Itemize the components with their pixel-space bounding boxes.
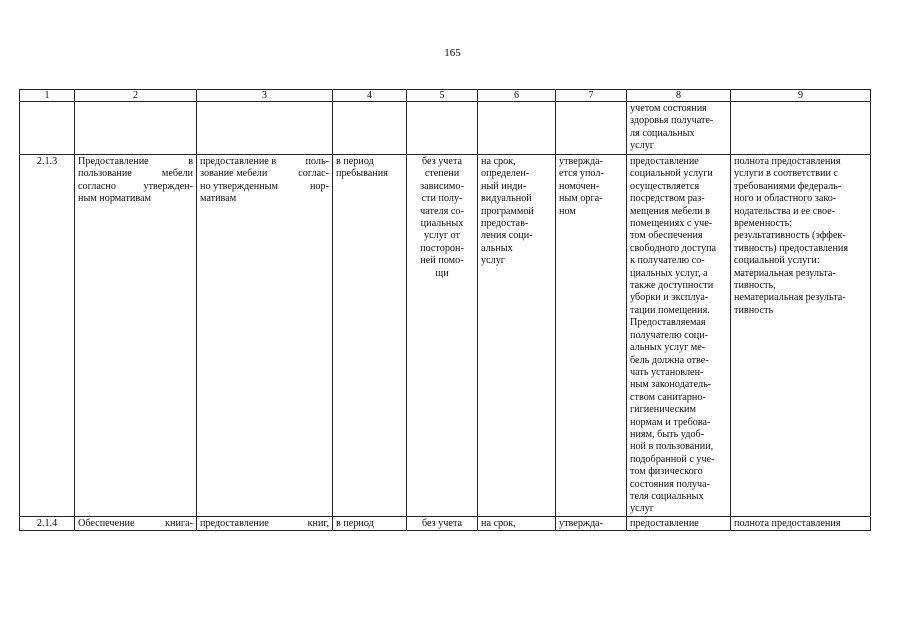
text-line: посторон- bbox=[420, 242, 464, 254]
table-row bbox=[20, 155, 871, 517]
header-cell: 7 bbox=[556, 90, 627, 102]
period-cell: в период bbox=[333, 516, 407, 530]
text-line: пользование мебели bbox=[78, 168, 193, 180]
header-cell: 2 bbox=[75, 90, 197, 102]
conditions-cell: предоставление bbox=[627, 516, 731, 530]
text-line: степени bbox=[424, 168, 460, 180]
text-line: согласно утвержден- bbox=[78, 180, 193, 192]
header-cell: 1 bbox=[20, 90, 75, 102]
text-line: Предоставление в bbox=[78, 156, 193, 167]
text-line: результативность (эффек- bbox=[734, 230, 846, 242]
text-line: ниям, быть удоб- bbox=[630, 428, 705, 440]
text-line: мативам bbox=[200, 193, 237, 205]
text-line: ным орга- bbox=[559, 193, 603, 205]
description-cell bbox=[197, 516, 333, 530]
text-line: помещениях с уче- bbox=[630, 218, 713, 230]
text-line: щи bbox=[435, 267, 449, 279]
header-cell: 5 bbox=[407, 90, 478, 102]
term-cell: на срок, bbox=[478, 516, 556, 530]
text-line: ного и областного зако- bbox=[734, 193, 837, 205]
text-line: услуг bbox=[630, 503, 654, 515]
approval-cell bbox=[556, 155, 627, 517]
text-line: нормам и требова- bbox=[630, 416, 711, 428]
service-name-cell bbox=[75, 516, 197, 530]
text-line: ления соци- bbox=[481, 230, 533, 242]
table-cell bbox=[333, 102, 407, 155]
text-line: уборки и эксплуа- bbox=[630, 292, 709, 304]
text-line: тивность bbox=[734, 304, 774, 316]
text-line: услуг от bbox=[424, 230, 460, 242]
text-line: ный инди- bbox=[481, 180, 527, 192]
text-line: мещения мебели в bbox=[630, 205, 710, 217]
page-number: 165 bbox=[444, 47, 461, 59]
text-line: в период bbox=[336, 156, 374, 167]
header-row bbox=[20, 90, 871, 102]
text-line: услуги в соответствии с bbox=[734, 168, 838, 180]
text-line: циальных bbox=[420, 218, 464, 230]
description-cell bbox=[197, 155, 333, 517]
condition-cell: без учета bbox=[407, 516, 478, 530]
text-line: социальной услуги: bbox=[734, 255, 820, 267]
services-table bbox=[19, 89, 871, 531]
text-line: нодательства и ее свое- bbox=[734, 205, 836, 217]
row-number: 2.1.3 bbox=[20, 155, 75, 517]
text-line: программой bbox=[481, 205, 534, 217]
text-line: подобранной с уче- bbox=[630, 453, 715, 465]
text-line: посредством раз- bbox=[630, 193, 705, 205]
text-line: предоставление книг, bbox=[200, 517, 329, 529]
text-line: ной в пользовании, bbox=[630, 441, 714, 453]
table-cell bbox=[731, 102, 871, 155]
period-cell bbox=[333, 155, 407, 517]
header-cell: 3 bbox=[197, 90, 333, 102]
text-line: чателя со- bbox=[420, 205, 464, 217]
text-line: альных услуг ме- bbox=[630, 342, 706, 354]
text-line: утвержда- bbox=[559, 156, 604, 167]
condition-cell bbox=[407, 155, 478, 517]
table-cell bbox=[407, 102, 478, 155]
text-line: пребывания bbox=[336, 168, 388, 180]
table-row bbox=[20, 516, 871, 530]
criteria-cell bbox=[731, 155, 871, 517]
table-cell bbox=[556, 102, 627, 155]
text-line: также доступности bbox=[630, 280, 714, 292]
text-line: ней помо- bbox=[420, 255, 464, 267]
text-line: предоставление в поль- bbox=[200, 156, 329, 167]
text-line: предоставление bbox=[630, 156, 699, 167]
text-line: том физического bbox=[630, 466, 703, 478]
header-cell: 9 bbox=[731, 90, 871, 102]
text-line: зависимо- bbox=[420, 180, 464, 192]
service-name-cell bbox=[75, 155, 197, 517]
text-line: услуг bbox=[481, 255, 505, 267]
text-line: без учета bbox=[421, 156, 463, 167]
text-line: чать установлен- bbox=[630, 366, 704, 378]
text-line: ным законодатель- bbox=[630, 379, 712, 391]
text-line: к получателю со- bbox=[630, 255, 705, 267]
text-line: номочен- bbox=[559, 180, 600, 192]
text-line: определен- bbox=[481, 168, 530, 180]
text-line: бель должна отве- bbox=[630, 354, 709, 366]
text-line: ном bbox=[559, 205, 576, 217]
header-cell: 8 bbox=[627, 90, 731, 102]
header-cell: 6 bbox=[478, 90, 556, 102]
text-line: требованиями федераль- bbox=[734, 180, 842, 192]
text-line: полнота предоставления bbox=[734, 156, 841, 167]
text-line: учетом состояния bbox=[630, 103, 707, 114]
criteria-cell: полнота предоставления bbox=[731, 516, 871, 530]
text-line: тивность) предоставления bbox=[734, 242, 849, 254]
table-cell bbox=[75, 102, 197, 155]
text-line: здоровья получате- bbox=[630, 115, 714, 127]
text-line: зование мебели соглас- bbox=[200, 168, 329, 180]
text-line: ством санитарно- bbox=[630, 391, 706, 403]
term-cell bbox=[478, 155, 556, 517]
text-line: услуг bbox=[630, 140, 654, 152]
text-line: состояния получа- bbox=[630, 478, 711, 490]
text-line: Предоставляемая bbox=[630, 317, 706, 329]
text-line: гигиеническим bbox=[630, 404, 696, 416]
text-line: видуальной bbox=[481, 193, 532, 205]
text-line: получателю соци- bbox=[630, 329, 709, 341]
text-line: социальной услуги bbox=[630, 168, 713, 180]
text-line: тации помещения. bbox=[630, 304, 710, 316]
table-cell bbox=[20, 102, 75, 155]
text-line: сти полу- bbox=[421, 193, 463, 205]
text-line: альных bbox=[481, 242, 513, 254]
text-line: временность; bbox=[734, 218, 793, 230]
text-line: ется упол- bbox=[559, 168, 604, 180]
text-line: предостав- bbox=[481, 218, 529, 230]
conditions-cell bbox=[627, 155, 731, 517]
continuation-row bbox=[20, 102, 871, 155]
text-line: циальных услуг, а bbox=[630, 267, 708, 279]
text-line: свободного доступа bbox=[630, 242, 717, 254]
text-line: ным нормативам bbox=[78, 193, 151, 205]
text-line: нематериальная результа- bbox=[734, 292, 846, 304]
approval-cell: утвержда- bbox=[556, 516, 627, 530]
text-line: на срок, bbox=[481, 156, 516, 167]
text-line: материальная результа- bbox=[734, 267, 836, 279]
text-line: ля социальных bbox=[630, 127, 695, 139]
text-line: Обеспечение книга- bbox=[78, 517, 193, 529]
text-line: но утвержденным нор- bbox=[200, 180, 329, 192]
table-cell bbox=[197, 102, 333, 155]
row-number: 2.1.4 bbox=[20, 516, 75, 530]
text-line: тивность, bbox=[734, 280, 776, 292]
header-cell: 4 bbox=[333, 90, 407, 102]
table-cell bbox=[478, 102, 556, 155]
text-line: осуществляется bbox=[630, 180, 700, 192]
table-cell bbox=[627, 102, 731, 155]
text-line: теля социальных bbox=[630, 490, 704, 502]
text-line: том обеспечения bbox=[630, 230, 703, 242]
